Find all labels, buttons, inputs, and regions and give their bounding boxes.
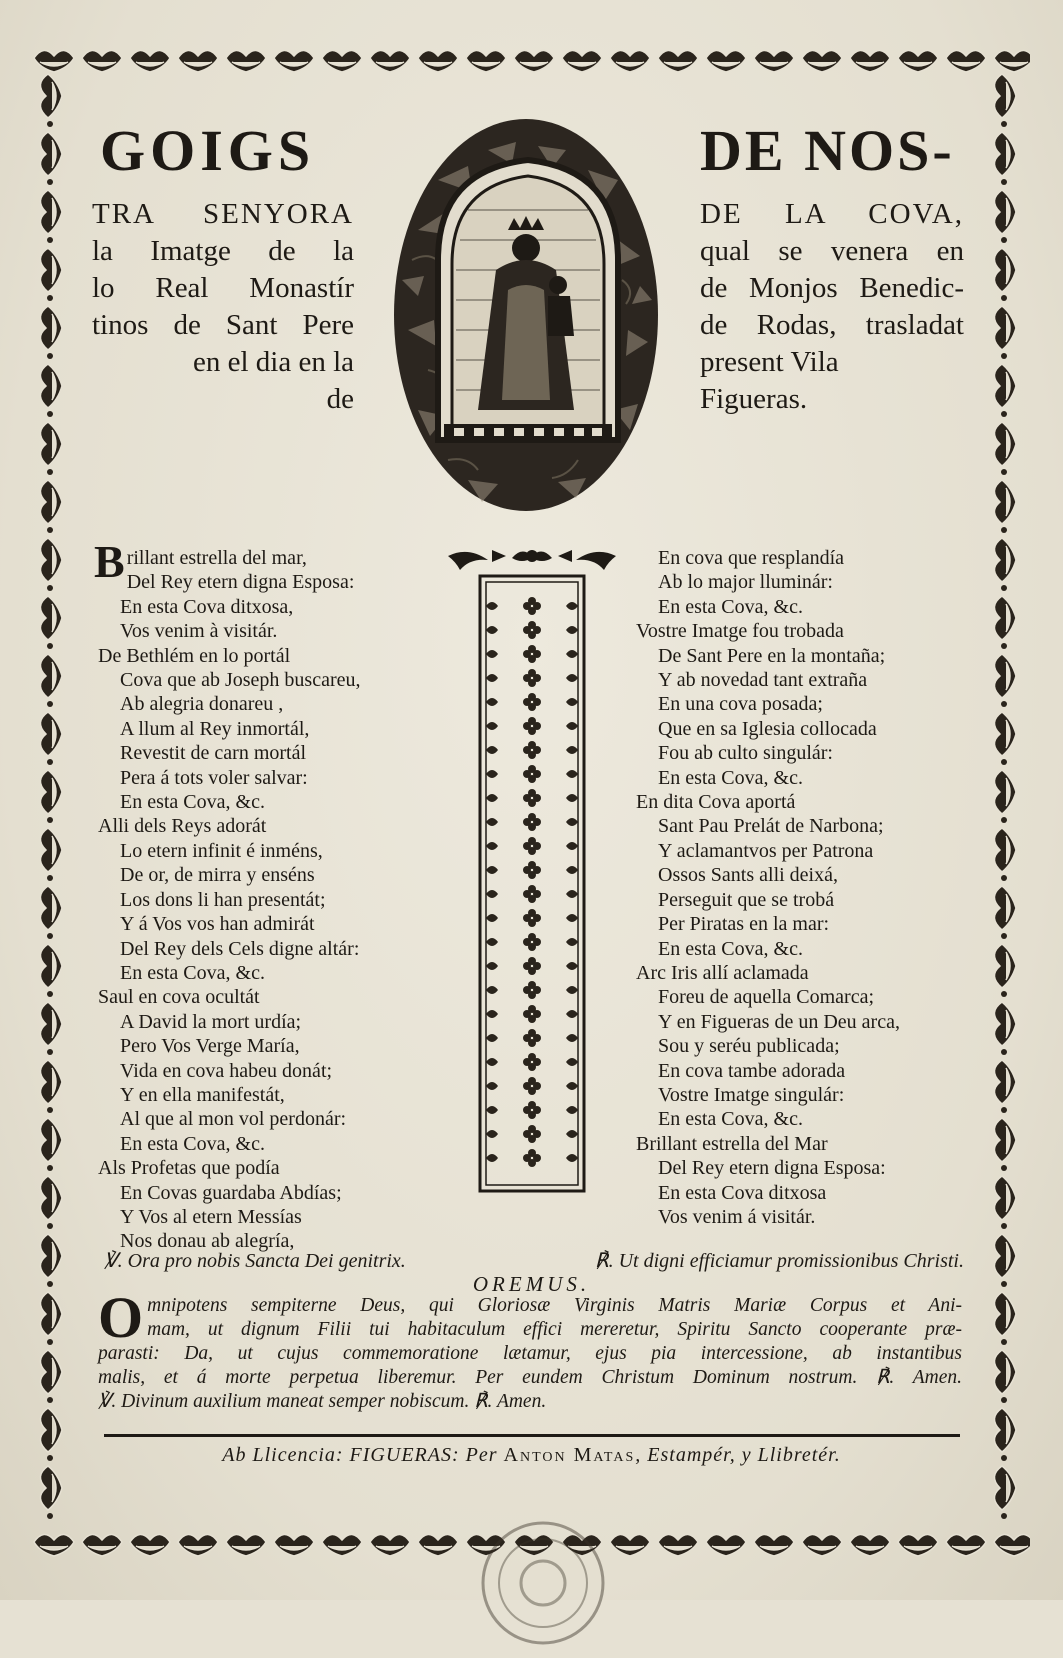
center-ornamental-frame [442, 546, 622, 1206]
verse-dropcap: B [94, 536, 125, 587]
verse-line: Pera á tots voler salvar: [120, 766, 308, 789]
verses-right-column [636, 546, 976, 1229]
verse-line: Foreu de aquella Comarca; [658, 986, 875, 1009]
verse-refrain: En esta Cova, &c. [658, 937, 803, 960]
verse-line: Sou y seréu publicada; [658, 1035, 840, 1058]
verse-line: Y en Figueras de un Deu arca, [658, 1010, 900, 1033]
verse-line: En esta Cova ditxosa [658, 1181, 827, 1204]
verse-line: De or, de mirra y enséns [120, 864, 315, 887]
verse-line: Als Profetas que podía [98, 1157, 280, 1180]
verse-line: Fou ab culto singulár: [658, 742, 833, 765]
verse-line: Vostre Imatge fou trobada [636, 620, 844, 643]
verse-refrain: En esta Cova, &c. [120, 791, 265, 814]
verse-line: Al que al mon vol perdonár: [120, 1108, 347, 1131]
printer-imprint [0, 1444, 1063, 1467]
verse-line: Revestit de carn mortál [120, 742, 307, 765]
heading-left-line: tinos de Sant Pere [92, 309, 354, 341]
virgin-woodcut-image [378, 110, 678, 530]
verse-line: Vostre Imatge singulár: [658, 1083, 845, 1106]
verse-line: A David la mort urdía; [120, 1010, 302, 1033]
verse-line: Ossos Sants alli deixá, [658, 864, 838, 887]
verse-line: Del Rey dels Cels digne altár: [120, 937, 360, 960]
verse-line: Brillant estrella del mar, [94, 536, 307, 587]
verse-line: Ab alegria donareu , [120, 693, 284, 716]
prayer-line: parasti: Da, ut cujus commemoratione lætamur, ejus pia intercessione, ab instantibus [98, 1343, 962, 1364]
left-ornamental-border [28, 70, 74, 1530]
prayer-line: ℣. Divinum auxilium maneat semper nobiscum. ℟. Amen. [98, 1391, 547, 1412]
verse-line: Que en sa Iglesia collocada [658, 717, 877, 740]
heading-right-line: de Monjos Benedic- [700, 272, 964, 304]
heading-left [92, 196, 354, 418]
verse-line: Del Rey etern digna Esposa: [126, 571, 355, 594]
verse-line: Cova que ab Joseph buscareu, [120, 669, 361, 692]
verse-line: En dita Cova aportá [636, 791, 796, 814]
verse-line: En cova que resplandía [658, 547, 845, 569]
versicle-right: ℟. Ut digni efficiamur promissionibus Christi. [594, 1250, 964, 1272]
verse-line: En Covas guardaba Abdías; [120, 1181, 342, 1204]
verse-line: Vida en cova habeu donát; [120, 1059, 333, 1082]
title-left: GOIGS [100, 118, 316, 183]
verse-line: En una cova posada; [658, 693, 823, 716]
heading-right-line: DE LA COVA, [700, 198, 964, 230]
heading-right-line: present Vila [700, 346, 839, 378]
verse-line: Vos venim à visitár. [120, 620, 278, 643]
verse-line: Per Piratas en la mar: [658, 913, 830, 936]
heading-right-line: qual se venera en [700, 235, 964, 267]
oremus-heading: OREMUS. [472, 1272, 591, 1296]
verse-line: Y á Vos vos han admirát [120, 913, 315, 936]
verses-left-column [94, 536, 438, 1254]
imprint-post: , Estampér, y Llibretér. [635, 1444, 841, 1466]
verse-line: Y en ella manifestát, [120, 1083, 285, 1106]
imprint-pre: Ab Llicencia: FIGUERAS: Per [222, 1444, 504, 1466]
verse-line: Y Vos al etern Messías [120, 1205, 302, 1228]
verse-line: Arc Iris allí aclamada [636, 961, 809, 984]
verse-line: Lo etern infinit é inméns, [120, 839, 323, 862]
heading-left-line: en el dia en la [192, 346, 354, 378]
verse-line: Saul en cova ocultát [98, 986, 260, 1009]
verse-line: Sant Pau Prelát de Narbona; [658, 815, 884, 838]
heading-left-line: lo Real Monastír [92, 272, 354, 304]
verse-line: Y aclamantvos per Patrona [658, 839, 874, 862]
verse-line: En cova tambe adorada [658, 1059, 846, 1082]
heading-left-line: TRA SENYORA [92, 198, 354, 230]
verse-line: Alli dels Reys adorát [98, 815, 267, 838]
verse-line: Y ab novedad tant extraña [658, 669, 868, 692]
verse-refrain: En esta Cova, &c. [120, 1132, 265, 1155]
versicle-line [104, 1248, 964, 1273]
heading-left-line: la Imatge de la [92, 235, 354, 267]
prayer-line: mam, ut dignum Filii tui habitaculum effici mereretur, Spiritu Sancto cooperante præ- [147, 1319, 962, 1340]
verse-line: De Bethlém en lo portál [98, 644, 291, 667]
prayer-line: mnipotens sempiterne Deus, qui Gloriosæ Virginis Matris Mariæ Corpus et Ani- [147, 1295, 962, 1316]
verse-line: A llum al Rey inmortál, [120, 717, 310, 740]
verse-line: De Sant Pere en la montaña; [658, 644, 886, 667]
title-right: DE NOS- [700, 118, 955, 183]
heading-right [700, 196, 964, 418]
verse-line: En esta Cova ditxosa, [120, 595, 294, 618]
imprint-printer: Anton Matas [503, 1444, 636, 1466]
verse-line: Perseguit que se trobá [658, 888, 835, 911]
heading-right-line: Figueras. [700, 383, 808, 415]
prayer-dropcap: O [98, 1285, 144, 1350]
prayer-line: malis, et á morte perpetua liberemur. Per eundem Christum Dominum nostrum. ℟. Amen. [98, 1367, 962, 1388]
verse-refrain: En esta Cova, &c. [658, 766, 803, 789]
verse-line: Brillant estrella del Mar [636, 1132, 828, 1155]
verse-refrain: En esta Cova, &c. [658, 595, 803, 618]
divider-rule [104, 1434, 960, 1437]
prayer-text [98, 1285, 962, 1414]
verse-line: Pero Vos Verge María, [120, 1035, 300, 1058]
library-stamp-mark [468, 1508, 618, 1658]
heading-left-line: de [326, 383, 354, 415]
heading-right-line: de Rodas, trasladat [700, 309, 964, 341]
versicle-left: ℣. Ora pro nobis Sancta Dei genitrix. [104, 1250, 406, 1272]
verse-line: Nos donau ab alegría, [120, 1230, 295, 1253]
verse-refrain: En esta Cova, &c. [120, 961, 265, 984]
verse-line: Del Rey etern digna Esposa: [658, 1157, 886, 1180]
right-ornamental-border [982, 70, 1028, 1530]
verse-line: Los dons li han presentát; [120, 888, 326, 911]
verse-line: Vos venim á visitár. [658, 1205, 816, 1228]
verse-line: Ab lo major lluminár: [658, 571, 833, 594]
verse-refrain: En esta Cova, &c. [658, 1108, 803, 1131]
top-ornamental-border [30, 36, 1030, 76]
